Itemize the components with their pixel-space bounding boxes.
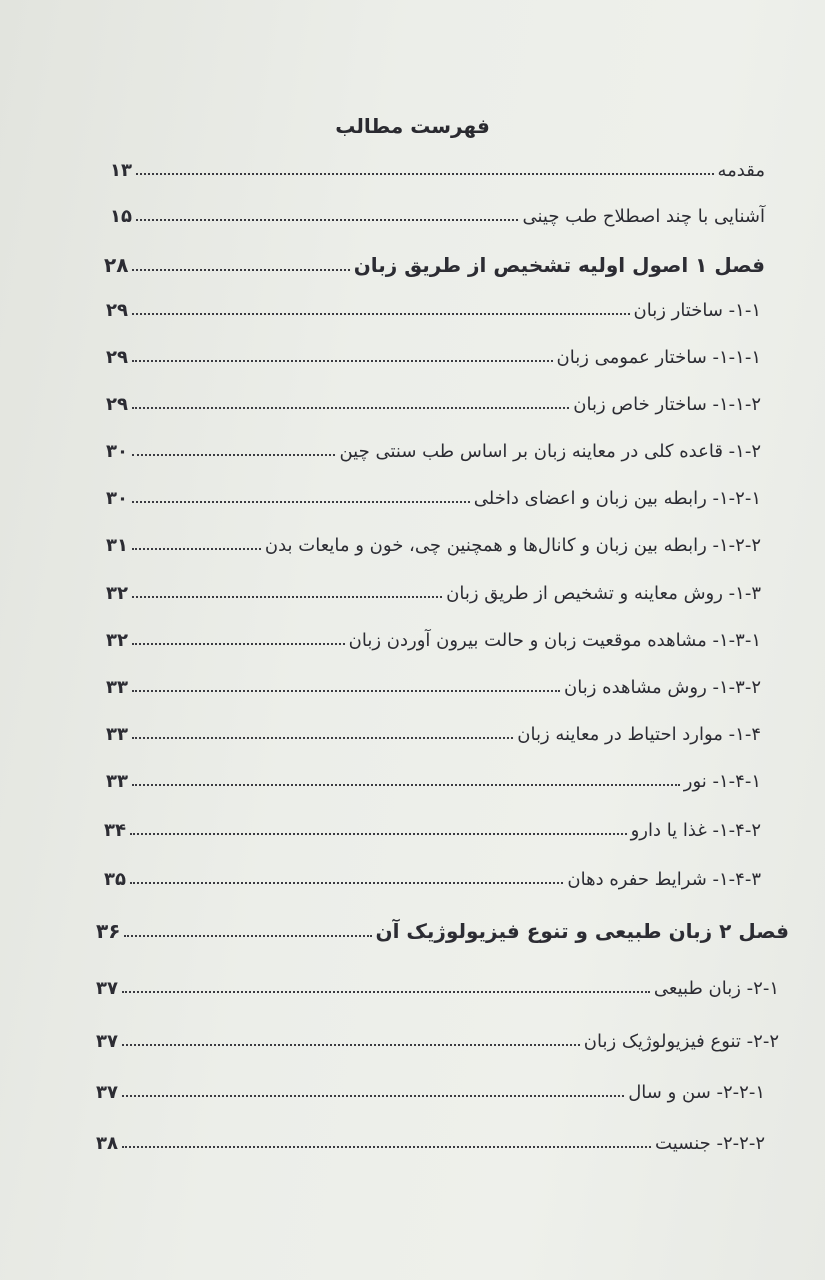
toc-entry-page: ۳۲ xyxy=(106,583,128,604)
toc-entry-page: ۱۵ xyxy=(110,206,132,227)
toc-entry-page: ۳۷ xyxy=(96,978,118,999)
toc-entry-label: ۱-۴-۳- شرایط حفره دهان xyxy=(567,869,761,890)
toc-entry xyxy=(106,724,761,745)
toc-entry-page: ۳۰ xyxy=(106,441,128,462)
toc-entry-label: ۱-۴-۱- نور xyxy=(683,771,761,792)
toc-entry-page: ۳۰ xyxy=(106,488,128,509)
toc-entry xyxy=(96,1031,779,1052)
toc-entry-label: فصل ۱ اصول اولیه تشخیص از طریق زبان xyxy=(353,253,765,277)
toc-entry-page: ۳۳ xyxy=(106,724,128,745)
toc-chapter xyxy=(104,253,765,277)
toc-entry-label: ۲-۲-۲- جنسیت xyxy=(655,1133,765,1154)
toc-entry-label: ۱-۳-۲- روش مشاهده زبان xyxy=(564,677,761,698)
leader-dots xyxy=(132,784,680,786)
toc-entry xyxy=(106,771,761,792)
toc-entry-label: ۱-۱- ساختار زبان xyxy=(633,300,761,321)
toc-entry xyxy=(110,160,765,181)
toc-entry xyxy=(106,300,761,321)
toc-entry-page: ۳۷ xyxy=(96,1031,118,1052)
toc-entry-page: ۳۴ xyxy=(104,820,126,841)
toc-entry-page: ۳۲ xyxy=(106,630,128,651)
leader-dots xyxy=(132,269,349,271)
leader-dots xyxy=(132,407,569,409)
leader-dots xyxy=(122,1044,580,1046)
leader-dots xyxy=(132,548,261,550)
toc-entry-label: ۱-۴-۲- غذا یا دارو xyxy=(630,820,761,841)
page-title: فهرست مطالب xyxy=(335,114,490,138)
toc-entry xyxy=(106,583,761,604)
leader-dots xyxy=(132,360,553,362)
leader-dots xyxy=(122,991,650,993)
leader-dots xyxy=(132,596,442,598)
toc-entry-label: ۱-۱-۱- ساختار عمومی زبان xyxy=(556,347,761,368)
leader-dots xyxy=(122,1095,624,1097)
toc-entry-page: ۳۷ xyxy=(96,1082,118,1103)
toc-entry-label: ۱-۱-۲- ساختار خاص زبان xyxy=(573,394,761,415)
toc-entry xyxy=(106,535,761,556)
toc-entry-label: ۱-۳- روش معاینه و تشخیص از طریق زبان xyxy=(446,583,761,604)
toc-entry-label: فصل ۲ زبان طبیعی و تنوع فیزیولوژیک آن xyxy=(375,919,789,943)
toc-entry-label: ۲-۱- زبان طبیعی xyxy=(653,978,779,999)
toc-entry-label: ۲-۲- تنوع فیزیولوژیک زبان xyxy=(583,1031,779,1052)
toc-entry-page: ۳۵ xyxy=(104,869,126,890)
toc-entry-label: ۱-۳-۱- مشاهده موقعیت زبان و حالت بیرون آوردن زبان xyxy=(348,630,761,651)
toc-entry xyxy=(104,820,761,841)
toc-entry-page: ۲۹ xyxy=(106,347,128,368)
toc-entry-label: ۱-۲-۲- رابطه بین زبان و کانال‌ها و همچنین چی، خون و مایعات بدن xyxy=(264,535,761,556)
toc-entry xyxy=(106,441,761,462)
toc-chapter xyxy=(96,919,789,943)
toc-entry xyxy=(96,1082,765,1103)
toc-entry-page: ۱۳ xyxy=(110,160,132,181)
toc-entry-label: ۱-۲- قاعده کلی در معاینه زبان بر اساس طب سنتی چین xyxy=(339,441,761,462)
toc-entry xyxy=(106,677,761,698)
toc-entry xyxy=(96,1133,765,1154)
toc-entry-page: ۳۳ xyxy=(106,771,128,792)
toc-entry xyxy=(106,488,761,509)
leader-dots xyxy=(132,454,336,456)
toc-entry-page: ۲۹ xyxy=(106,394,128,415)
toc-entry-label: ۲-۲-۱- سن و سال xyxy=(628,1082,765,1103)
toc-entry xyxy=(110,206,765,227)
toc-entry xyxy=(96,978,779,999)
leader-dots xyxy=(122,1146,651,1148)
toc-entry-page: ۲۹ xyxy=(106,300,128,321)
toc-entry xyxy=(106,630,761,651)
toc-entry-page: ۳۶ xyxy=(96,919,121,943)
leader-dots xyxy=(136,219,518,221)
toc-entry-page: ۲۸ xyxy=(104,253,129,277)
toc-entry xyxy=(106,347,761,368)
leader-dots xyxy=(132,737,513,739)
leader-dots xyxy=(124,935,371,937)
leader-dots xyxy=(130,833,627,835)
toc-entry-label: ۱-۲-۱- رابطه بین زبان و اعضای داخلی xyxy=(473,488,761,509)
leader-dots xyxy=(132,690,560,692)
leader-dots xyxy=(132,501,470,503)
leader-dots xyxy=(132,313,630,315)
toc-entry xyxy=(104,869,761,890)
leader-dots xyxy=(136,173,714,175)
toc-entry-label: ۱-۴- موارد احتیاط در معاینه زبان xyxy=(517,724,761,745)
toc-entry-page: ۳۳ xyxy=(106,677,128,698)
toc-entry-page: ۳۱ xyxy=(106,535,128,556)
leader-dots xyxy=(130,882,563,884)
toc-entry-page: ۳۸ xyxy=(96,1133,118,1154)
toc-entry-label: آشنایی با چند اصطلاح طب چینی xyxy=(522,206,765,227)
leader-dots xyxy=(132,643,345,645)
toc-entry-label: مقدمه xyxy=(717,160,765,181)
toc-entry xyxy=(106,394,761,415)
